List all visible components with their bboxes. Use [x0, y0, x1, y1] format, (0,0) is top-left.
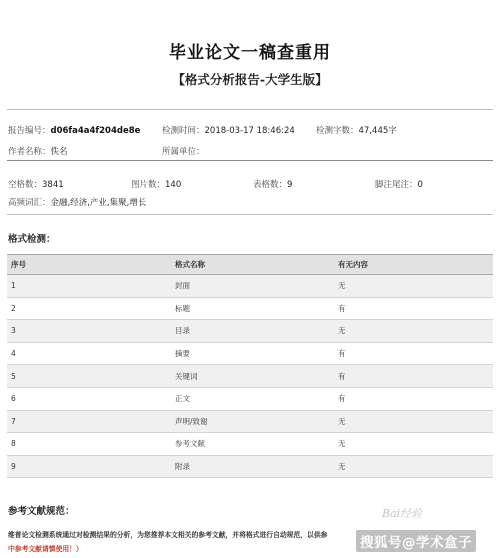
format-name: 封面: [171, 275, 334, 298]
keywords-label: 高频词汇：: [8, 198, 51, 208]
references-note-line: 维普论文检测系统通过对检测结果的分析，为您推荐本文相关的参考文献，并将格式进行自动规范，以供参: [8, 531, 328, 539]
format-name: 标题: [171, 297, 334, 320]
check-time-value: 2018-03-17 18:46:24: [204, 126, 295, 136]
word-count: [316, 124, 397, 136]
table-row: [7, 365, 493, 388]
word-count-value: 47,445字: [358, 126, 397, 136]
content-status: 无: [334, 455, 493, 478]
references-heading: 参考文献规范：: [8, 506, 75, 517]
table-row: [7, 387, 493, 410]
row-number: 3: [7, 320, 171, 343]
report-id-label: 报告编号：: [8, 126, 51, 136]
divider: [7, 214, 493, 215]
check-time: [162, 124, 295, 136]
author-label: 作者名称：: [8, 147, 51, 157]
images-label: 图片数：: [131, 180, 166, 190]
author: [8, 145, 68, 157]
author-value: 佚名: [50, 147, 68, 157]
word-count-label: 检测字数：: [316, 126, 359, 136]
footnotes-count: [375, 178, 423, 190]
divider: [7, 109, 493, 110]
divider: [7, 160, 493, 161]
format-name: 正文: [171, 387, 334, 410]
images-count: [131, 178, 181, 190]
report-title: 毕业论文一稿查重用: [169, 43, 331, 63]
unit: [162, 145, 205, 157]
report-id: [8, 124, 140, 136]
content-status: 有: [334, 297, 493, 320]
column-header: 格式名称: [171, 255, 334, 275]
content-status: 有: [334, 387, 493, 410]
format-name: 关键词: [171, 365, 334, 388]
content-status: 无: [334, 433, 493, 456]
row-number: 2: [7, 297, 171, 320]
unit-label: 所属单位：: [162, 147, 205, 157]
tables-count: [253, 178, 292, 190]
row-number: 6: [7, 387, 171, 410]
table-header-row: [7, 255, 493, 275]
row-number: 4: [7, 342, 171, 365]
table-row: [7, 342, 493, 365]
row-number: 5: [7, 365, 171, 388]
table-row: [7, 320, 493, 343]
tables-label: 表格数：: [253, 180, 288, 190]
row-number: 9: [7, 455, 171, 478]
content-status: 有: [334, 342, 493, 365]
row-number: 7: [7, 410, 171, 433]
references-note-warning: 中参考文献请慎使用！）: [8, 545, 83, 553]
table-row: [7, 455, 493, 478]
sohu-watermark: 搜狐号@学术盒子: [356, 530, 476, 552]
format-name: 参考文献: [171, 433, 334, 456]
keywords-value: 金融,经济,产业,集聚,增长: [50, 198, 147, 208]
format-name: 目录: [171, 320, 334, 343]
spaces-count: [8, 178, 64, 190]
content-status: 无: [334, 275, 493, 298]
images-value: 140: [165, 180, 182, 190]
row-number: 1: [7, 275, 171, 298]
footnotes-label: 脚注尾注：: [375, 180, 418, 190]
format-name: 声明/致谢: [171, 410, 334, 433]
check-time-label: 检测时间：: [162, 126, 205, 136]
format-check-table: [7, 254, 493, 478]
format-name: 附录: [171, 455, 334, 478]
baidu-watermark: Bai经验: [382, 507, 423, 520]
row-number: 8: [7, 433, 171, 456]
column-header: 序号: [7, 255, 171, 275]
report-subtitle: 【格式分析报告-大学生版】: [172, 72, 328, 87]
table-row: [7, 275, 493, 298]
content-status: 无: [334, 320, 493, 343]
format-check-heading: 格式检测：: [8, 234, 56, 245]
content-status: 有: [334, 365, 493, 388]
format-name: 摘要: [171, 342, 334, 365]
spaces-value: 3841: [42, 180, 64, 190]
content-status: 无: [334, 410, 493, 433]
table-row: [7, 433, 493, 456]
footnotes-value: 0: [417, 180, 423, 190]
keywords: [8, 196, 146, 208]
table-row: [7, 410, 493, 433]
spaces-label: 空格数：: [8, 180, 43, 190]
column-header: 有无内容: [334, 255, 493, 275]
table-row: [7, 297, 493, 320]
report-id-value: d06fa4a4f204de8e: [50, 126, 141, 136]
tables-value: 9: [287, 180, 293, 190]
